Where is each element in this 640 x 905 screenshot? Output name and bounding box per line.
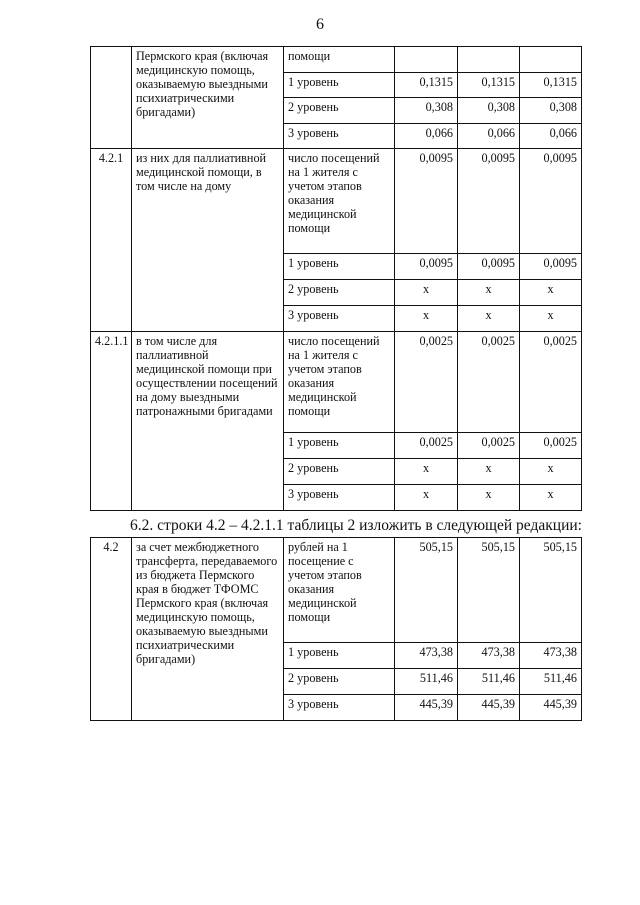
unit-cell: число посещений на 1 жителя с учетом этапов оказания медицинской помощи (284, 332, 395, 433)
unit-cell: рублей на 1 посещение с учетом этапов оказания медицинской помощи (284, 538, 395, 643)
value-cell: 0,066 (395, 124, 458, 149)
value-cell: 0,0025 (395, 332, 458, 433)
unit-cell: помощи (284, 47, 395, 73)
value-cell: х (458, 485, 520, 511)
level-label: 2 уровень (284, 459, 395, 485)
table-row (91, 538, 582, 643)
code-cell: 4.2 (91, 538, 132, 721)
code-cell (91, 47, 132, 149)
level-label: 3 уровень (284, 695, 395, 721)
value-cell: 0,0095 (520, 149, 582, 254)
value-cell: 0,0025 (395, 433, 458, 459)
unit-cell: число посещений на 1 жителя с учетом этапов оказания медицинской помощи (284, 149, 395, 254)
value-cell: 0,066 (458, 124, 520, 149)
value-cell: 473,38 (395, 643, 458, 669)
value-cell (458, 47, 520, 73)
value-cell: 445,39 (458, 695, 520, 721)
value-cell: 0,0025 (458, 332, 520, 433)
value-cell: 0,0025 (458, 433, 520, 459)
value-cell: 473,38 (520, 643, 582, 669)
level-label: 3 уровень (284, 306, 395, 332)
value-cell: х (395, 485, 458, 511)
value-cell: 505,15 (520, 538, 582, 643)
value-cell: 0,308 (458, 98, 520, 124)
value-cell: 0,0095 (520, 254, 582, 280)
value-cell: 445,39 (395, 695, 458, 721)
table-row (91, 47, 582, 73)
table-1 (90, 46, 582, 511)
table-2 (90, 537, 582, 721)
description-cell: в том числе для паллиативной медицинской помощи при осуществлении посещений на дому выездными патронажными бригадами (132, 332, 284, 511)
value-cell: 505,15 (395, 538, 458, 643)
value-cell: 511,46 (458, 669, 520, 695)
value-cell: 0,0095 (395, 149, 458, 254)
value-cell: 0,0095 (395, 254, 458, 280)
value-cell: х (520, 306, 582, 332)
value-cell: 0,0025 (520, 433, 582, 459)
instruction-text: 6.2. строки 4.2 – 4.2.1.1 таблицы 2 изложить в следующей редакции: (130, 517, 582, 534)
value-cell: х (520, 485, 582, 511)
table-row (91, 149, 582, 254)
code-cell: 4.2.1.1 (91, 332, 132, 511)
value-cell: 511,46 (395, 669, 458, 695)
value-cell: х (520, 459, 582, 485)
value-cell: х (458, 459, 520, 485)
level-label: 2 уровень (284, 669, 395, 695)
value-cell: х (395, 306, 458, 332)
level-label: 2 уровень (284, 280, 395, 306)
description-cell: из них для паллиативной медицинской помощи, в том числе на дому (132, 149, 284, 332)
level-label: 1 уровень (284, 643, 395, 669)
value-cell: 473,38 (458, 643, 520, 669)
value-cell: х (395, 280, 458, 306)
description-cell: Пермского края (включая медицинскую помощь, оказываемую выездными психиатрическими бригадами) (132, 47, 284, 149)
value-cell: 0,0095 (458, 149, 520, 254)
value-cell: 0,308 (520, 98, 582, 124)
level-label: 3 уровень (284, 124, 395, 149)
value-cell: х (395, 459, 458, 485)
value-cell: 0,1315 (458, 73, 520, 98)
level-label: 1 уровень (284, 73, 395, 98)
code-cell: 4.2.1 (91, 149, 132, 332)
value-cell: 0,308 (395, 98, 458, 124)
value-cell: 0,1315 (520, 73, 582, 98)
description-cell: за счет межбюджетного трансферта, передаваемого из бюджета Пермского края в бюджет ТФОМС Пермского края (включая медицинскую помощь, оказываемую выездными психиатрическими бригадами) (132, 538, 284, 721)
page-number: 6 (316, 16, 324, 33)
value-cell: 0,066 (520, 124, 582, 149)
value-cell: х (458, 306, 520, 332)
value-cell: 511,46 (520, 669, 582, 695)
value-cell: 0,1315 (395, 73, 458, 98)
value-cell (520, 47, 582, 73)
level-label: 1 уровень (284, 433, 395, 459)
value-cell: 505,15 (458, 538, 520, 643)
level-label: 3 уровень (284, 485, 395, 511)
value-cell: 0,0025 (520, 332, 582, 433)
value-cell (395, 47, 458, 73)
value-cell: х (458, 280, 520, 306)
level-label: 2 уровень (284, 98, 395, 124)
level-label: 1 уровень (284, 254, 395, 280)
value-cell: 0,0095 (458, 254, 520, 280)
value-cell: 445,39 (520, 695, 582, 721)
value-cell: х (520, 280, 582, 306)
table-row (91, 332, 582, 433)
